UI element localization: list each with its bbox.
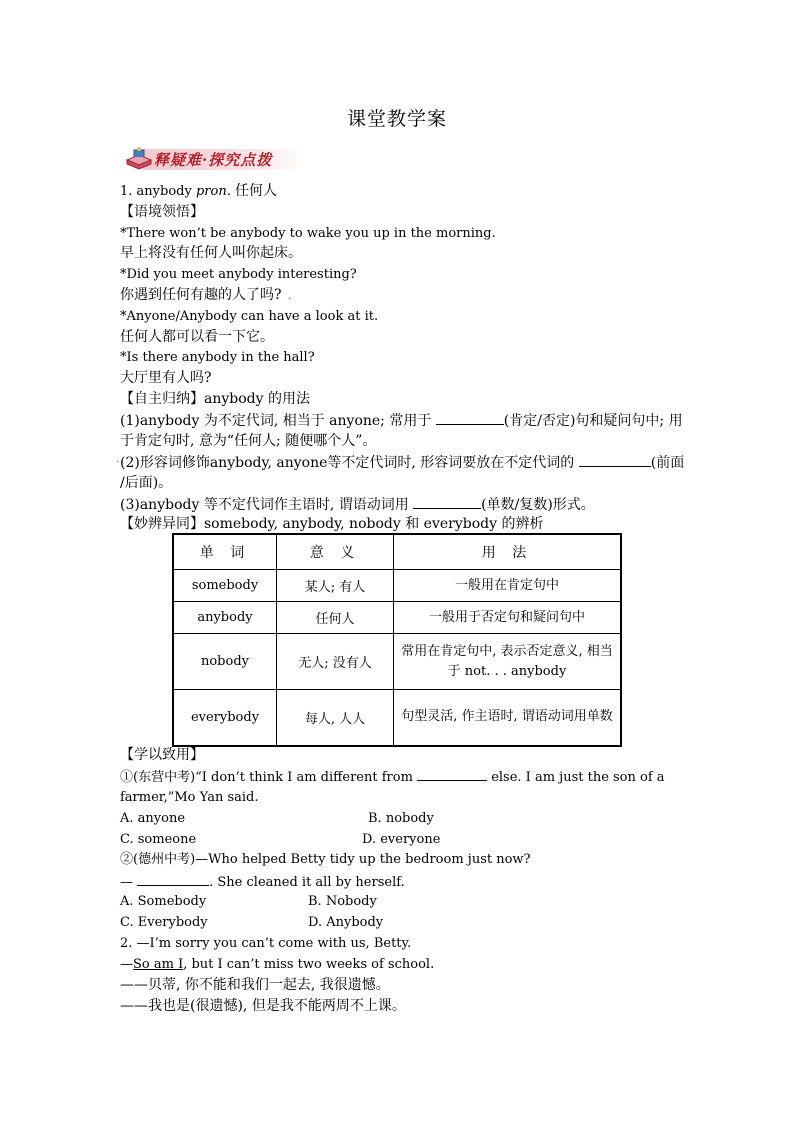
example-4-en: *Is there anybody in the hall? [120, 350, 315, 365]
question-2-answer-line [120, 872, 680, 892]
item2-cn2: ——我也是(很遗憾), 但是我不能两周不上课。 [120, 998, 406, 1014]
example-4-cn: 大厅里有人吗? [120, 370, 212, 386]
cell-word: anybody [173, 602, 277, 634]
cell-usage: 常用在肯定句中, 表示否定意义, 相当于 not. . . anybody [394, 634, 622, 690]
rule-3-text-b: (单数/复数)形式。 [481, 497, 595, 513]
heading-word: 1. anybody [120, 184, 192, 199]
cell-meaning: 无人; 没有人 [277, 634, 394, 690]
dash: — [120, 875, 133, 890]
table-row [173, 634, 621, 690]
q1-option-c[interactable]: C. someone [120, 832, 197, 847]
example-1-cn: 早上将没有任何人叫你起床。 [120, 245, 302, 261]
book-icon [124, 146, 154, 172]
compare-tag: 【妙辨异同】somebody, anybody, nobody 和 everybody 的辨析 [120, 516, 544, 532]
cell-meaning: 任何人 [277, 602, 394, 634]
cell-word: everybody [173, 690, 277, 746]
rule-3 [120, 495, 680, 514]
dash: — [120, 957, 133, 972]
table-row [173, 690, 621, 746]
practice-tag: 【学以致用】 [120, 747, 204, 763]
question-1-blank[interactable] [417, 767, 487, 781]
rule-3-blank[interactable] [413, 495, 481, 509]
header-usage: 用 法 [394, 534, 622, 570]
example-3-cn: 任何人都可以看一下它。 [120, 329, 274, 345]
example-3-en: *Anyone/Anybody can have a look at it. [120, 309, 379, 324]
example-2-cn: 你遇到任何有趣的人了吗? [120, 287, 282, 303]
question-2-text-b: . She cleaned it all by herself. [209, 875, 405, 890]
item2-line2-rest: , but I can’t miss two weeks of school. [183, 957, 435, 972]
summary-tag: 【自主归纳】anybody 的用法 [120, 391, 310, 407]
rule-2 [120, 453, 685, 472]
question-1-cont: farmer,”Mo Yan said. [120, 790, 259, 805]
rule-2-text-b: (前面 [650, 455, 685, 471]
stray-dot-mark: . [288, 289, 292, 302]
question-1-text-a: ①(东营中考)“I don’t think I am different from [120, 770, 413, 785]
header-meaning: 意 义 [277, 534, 394, 570]
q2-option-c[interactable]: C. Everybody [120, 915, 208, 930]
item2-line1: 2. —I’m sorry you can’t come with us, Betty. [120, 936, 412, 951]
rule-2-text-a: (2)形容词修饰anybody, anyone等不定代词时, 形容词要放在不定代词的 [120, 455, 575, 471]
rule-2-cont: /后面)。 [120, 475, 173, 491]
header-word: 单 词 [173, 534, 277, 570]
usage-comparison-table [172, 533, 622, 747]
heading-meaning: 任何人 [234, 183, 277, 199]
rule-1-cont: 于肯定句时, 意为“任何人; 随便哪个人”。 [120, 433, 377, 449]
heading-pos: pron. [195, 184, 231, 199]
table-header-row [173, 534, 621, 570]
item1-heading [120, 182, 680, 201]
context-tag: 【语境领悟】 [120, 204, 204, 220]
page-title: 课堂教学案 [346, 108, 447, 130]
example-2-en: *Did you meet anybody interesting? [120, 267, 357, 282]
question-2-blank[interactable] [137, 872, 209, 886]
rule-1 [120, 411, 683, 430]
cell-meaning: 某人; 有人 [277, 570, 394, 602]
question-1-text-b: else. I am just the son of a [491, 770, 665, 785]
q2-option-b[interactable]: B. Nobody [308, 894, 377, 909]
cell-word: somebody [173, 570, 277, 602]
banner-text: 释疑难·探究点拨 [154, 151, 273, 169]
q2-option-a[interactable]: A. Somebody [120, 894, 207, 909]
q2-option-d[interactable]: D. Anybody [308, 915, 384, 930]
stray-dot-mark-2: . [116, 452, 120, 465]
rule-1-text-b: (肯定/否定)句和疑问句中; 用 [503, 413, 683, 429]
question-1 [120, 767, 680, 787]
cell-meaning: 每人, 人人 [277, 690, 394, 746]
rule-1-text-a: (1)anybody 为不定代词, 相当于 anyone; 常用于 [120, 413, 432, 429]
q1-option-b[interactable]: B. nobody [368, 811, 434, 826]
cell-word: nobody [173, 634, 277, 690]
rule-1-blank[interactable] [436, 411, 504, 425]
rule-3-text-a: (3)anybody 等不定代词作主语时, 谓语动词用 [120, 497, 409, 513]
rule-2-blank[interactable] [579, 453, 651, 467]
cell-usage: 一般用于否定句和疑问句中 [394, 602, 622, 634]
item2-cn1: ——贝蒂, 你不能和我们一起去, 我很遗憾。 [120, 977, 390, 993]
underlined-phrase: So am I [133, 957, 184, 972]
table-row [173, 570, 621, 602]
q1-option-a[interactable]: A. anyone [120, 811, 186, 826]
item2-line2 [120, 956, 680, 974]
cell-usage: 一般用在肯定句中 [394, 570, 622, 602]
example-1-en: *There won’t be anybody to wake you up in the morning. [120, 226, 496, 241]
question-2: ②(德州中考)—Who helped Betty tidy up the bedroom just now? [120, 852, 531, 867]
section-banner [124, 146, 306, 172]
q1-option-d[interactable]: D. everyone [362, 832, 441, 847]
cell-usage: 句型灵活, 作主语时, 谓语动词用单数 [394, 690, 622, 746]
table-row [173, 602, 621, 634]
